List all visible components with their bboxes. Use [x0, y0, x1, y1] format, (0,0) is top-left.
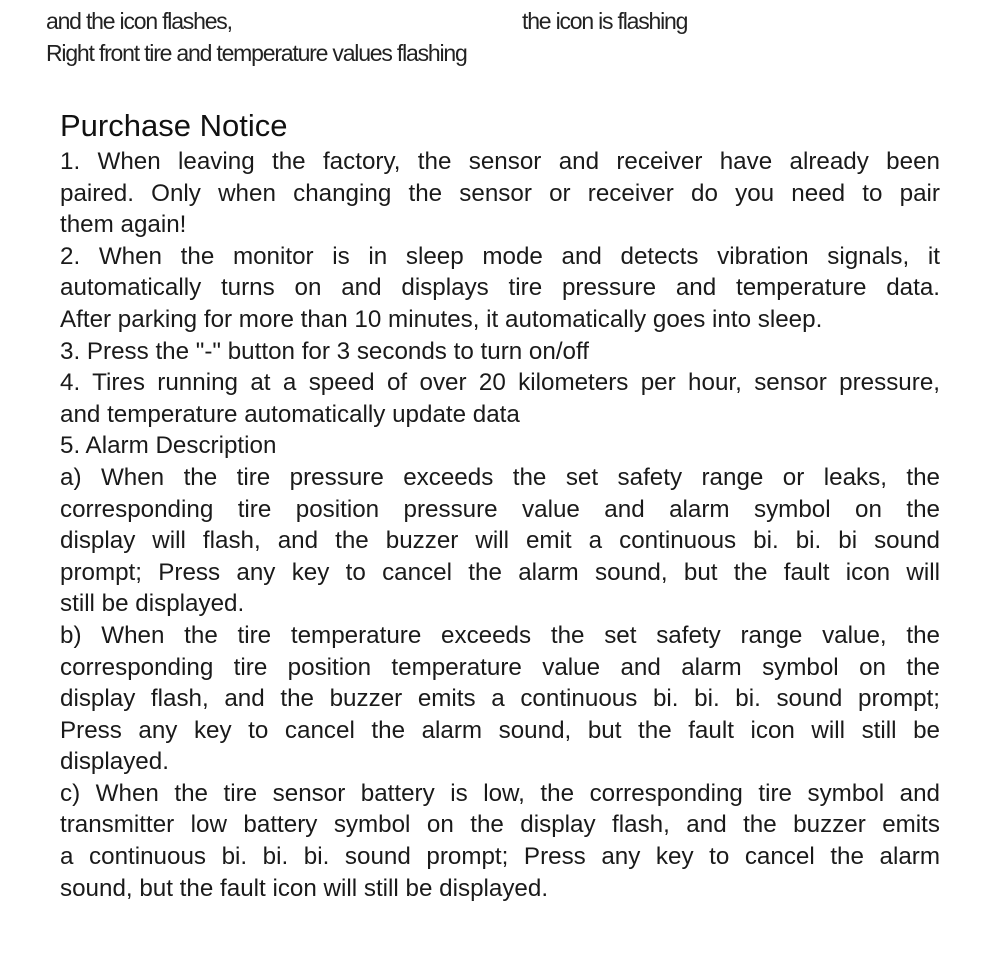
- notice-line: c) When the tire sensor battery is low, the corresponding tire symbol and: [60, 779, 940, 807]
- notice-line: transmitter low battery symbol on the display flash, and the buzzer emits: [60, 811, 940, 839]
- left-caption-line-2: Right front tire and temperature values flashing: [46, 40, 467, 66]
- notice-line: displayed.: [60, 748, 169, 776]
- notice-line: them again!: [60, 211, 187, 239]
- notice-line: sound, but the fault icon will still be displayed.: [60, 874, 549, 902]
- notice-line: prompt; Press any key to cancel the alarm sound, but the fault icon will: [60, 558, 940, 586]
- notice-line: automatically turns on and displays tire pressure and temperature data.: [60, 274, 940, 302]
- purchase-notice-title: Purchase Notice: [60, 108, 288, 143]
- notice-line: display will flash, and the buzzer will emit a continuous bi. bi. bi sound: [60, 527, 940, 555]
- notice-line: Press any key to cancel the alarm sound, but the fault icon will still be: [60, 716, 940, 744]
- notice-line: a continuous bi. bi. bi. sound prompt; Press any key to cancel the alarm: [60, 843, 940, 871]
- notice-line: and temperature automatically update data: [60, 400, 520, 428]
- notice-line: b) When the tire temperature exceeds the set safety range value, the: [60, 621, 940, 649]
- notice-line: 5. Alarm Description: [60, 432, 277, 460]
- notice-line: After parking for more than 10 minutes, it automatically goes into sleep.: [60, 305, 823, 333]
- notice-line: a) When the tire pressure exceeds the set safety range or leaks, the: [60, 463, 940, 491]
- notice-line: corresponding tire position temperature value and alarm symbol on the: [60, 653, 940, 681]
- notice-line: display flash, and the buzzer emits a continuous bi. bi. bi. sound prompt;: [60, 685, 940, 713]
- notice-line: 3. Press the "-" button for 3 seconds to turn on/off: [60, 337, 589, 365]
- notice-line: 2. When the monitor is in sleep mode and detects vibration signals, it: [60, 242, 940, 270]
- notice-line: corresponding tire position pressure value and alarm symbol on the: [60, 495, 940, 523]
- notice-line: 4. Tires running at a speed of over 20 kilometers per hour, sensor pressure,: [60, 369, 940, 397]
- purchase-notice-body: [60, 146, 940, 904]
- right-caption-line-1: the icon is flashing: [522, 8, 688, 34]
- notice-line: 1. When leaving the factory, the sensor and receiver have already been: [60, 148, 940, 175]
- notice-line: still be displayed.: [60, 590, 245, 618]
- notice-line: paired. Only when changing the sensor or receiver do you need to pair: [60, 179, 940, 207]
- left-caption-line-1: and the icon flashes,: [46, 8, 232, 34]
